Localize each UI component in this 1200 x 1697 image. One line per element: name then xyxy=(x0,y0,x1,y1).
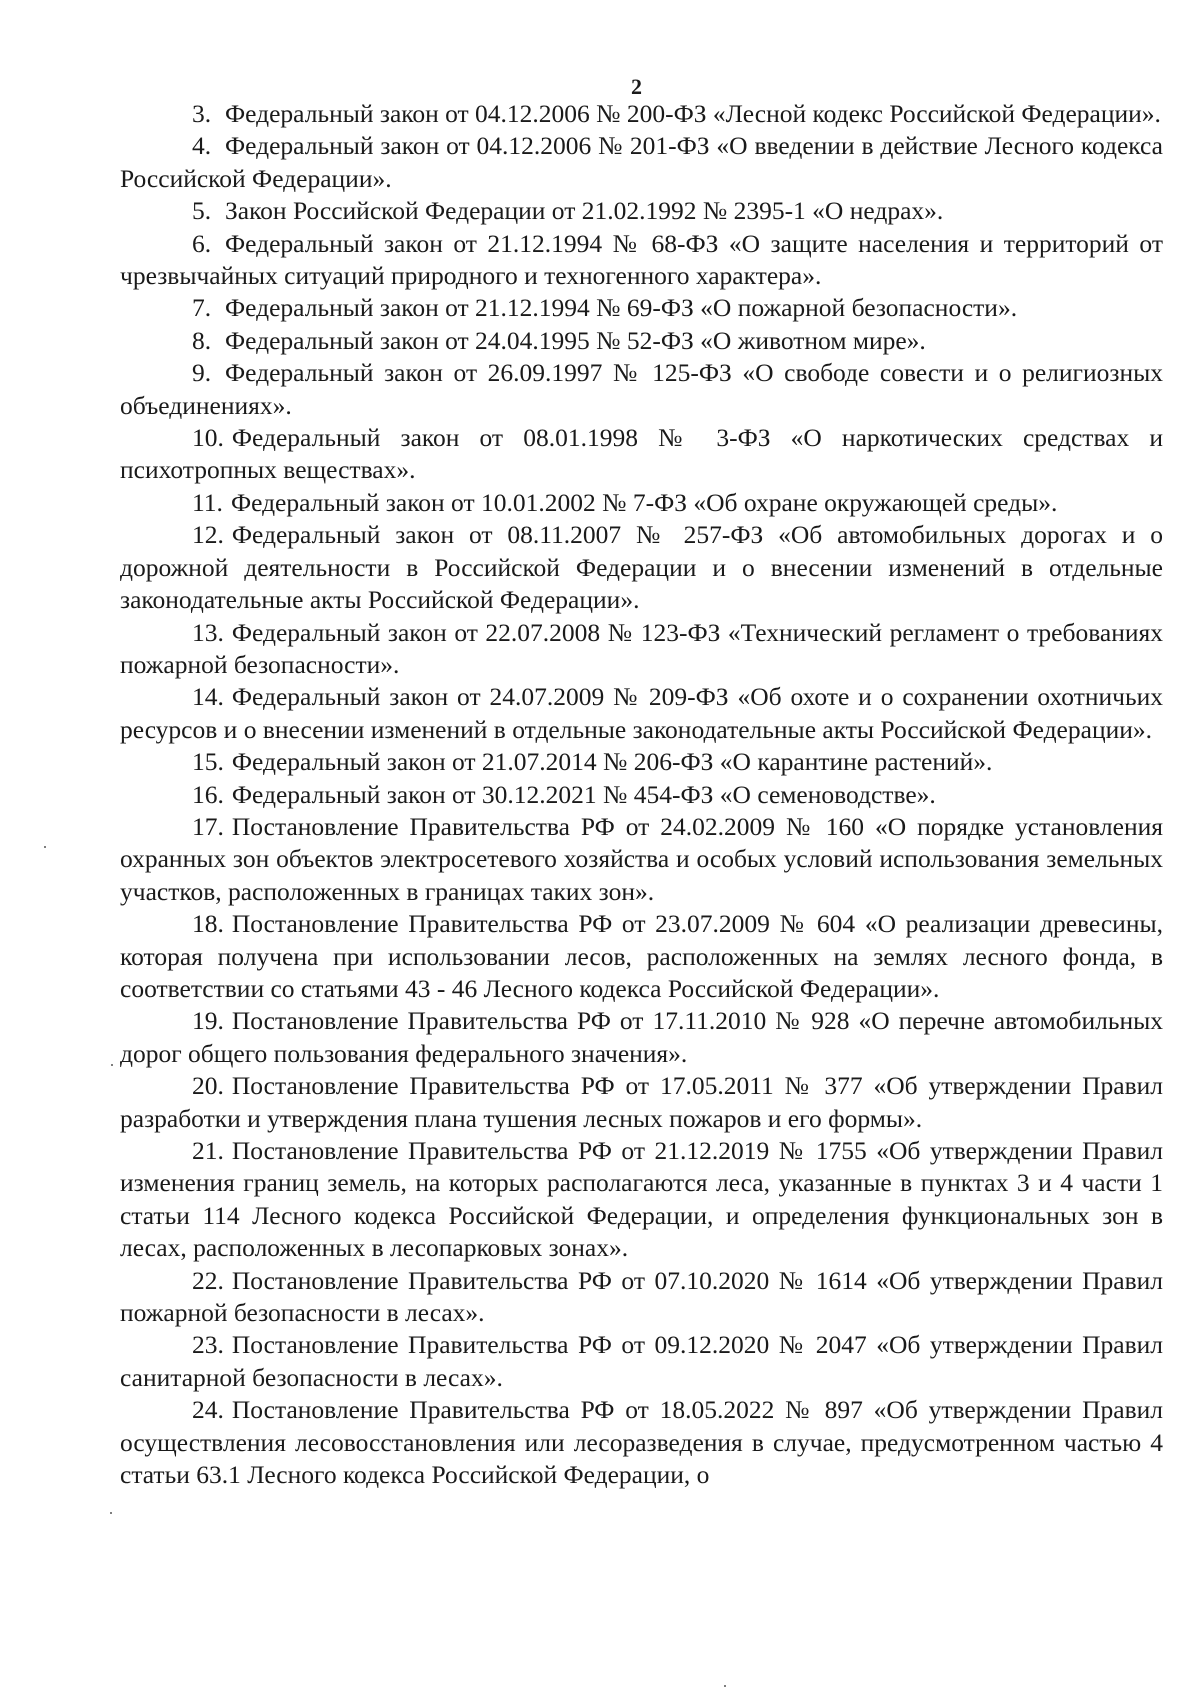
item-number: 17. xyxy=(192,811,224,841)
item-number: 7. xyxy=(192,293,212,323)
list-item xyxy=(120,195,1163,227)
list-item xyxy=(120,1394,1163,1491)
list-item xyxy=(120,1329,1163,1394)
item-number: 11. xyxy=(192,487,223,517)
list-item xyxy=(120,292,1163,324)
list-item xyxy=(120,1005,1163,1070)
list-item xyxy=(120,130,1163,195)
item-text: Постановление Правительства РФ от 18.05.2022 № 897 «Об утверждении Правил осуществления лесовосстановления или лесоразведения в случае, предусмотренном частью 4 статьи 63.1 Лесного кодекса Российской Федерации, о xyxy=(120,1395,1163,1490)
item-number: 24. xyxy=(192,1395,224,1425)
item-number: 6. xyxy=(192,228,212,258)
item-number: 12. xyxy=(192,520,224,550)
scan-speck xyxy=(724,1685,726,1687)
list-item xyxy=(120,357,1163,422)
list-item xyxy=(120,422,1163,487)
item-number: 4. xyxy=(192,131,212,161)
item-text: Федеральный закон от 04.12.2006 № 200-ФЗ «Лесной кодекс Российской Федерации». xyxy=(225,99,1161,128)
list-item xyxy=(120,779,1163,811)
list-item xyxy=(120,519,1163,616)
item-text: Федеральный закон от 21.12.1994 № 68-ФЗ «О защите населения и территорий от чрезвычайных ситуаций природного и техногенного характера». xyxy=(120,228,1163,291)
item-text: Постановление Правительства РФ от 21.12.2019 № 1755 «Об утверждении Правил изменения границ земель, на которых располагаются леса, указанные в пунктах 3 и 4 части 1 статьи 114 Лесного кодекса Российской Федерации, и определения функциональных зон в лесах, расположенных в лесопарковых зонах». xyxy=(120,1136,1163,1263)
item-number: 10. xyxy=(192,423,224,453)
item-text: Постановление Правительства РФ от 23.07.2009 № 604 «О реализации древесины, которая получена при использовании лесов, расположенных на землях лесного фонда, в соответствии со статьями 43 - 46 Лесного кодекса Российской Федерации». xyxy=(120,909,1163,1003)
item-number: 23. xyxy=(192,1330,224,1360)
item-text: Федеральный закон от 04.12.2006 № 201-ФЗ «О введении в действие Лесного кодекса Российской Федерации». xyxy=(120,131,1163,193)
item-number: 3. xyxy=(192,99,212,128)
item-number: 21. xyxy=(192,1136,224,1165)
list-item xyxy=(120,228,1163,293)
item-text: Постановление Правительства РФ от 17.11.2010 № 928 «О перечне автомобильных дорог общего пользования федерального значения». xyxy=(120,1006,1163,1068)
item-number: 9. xyxy=(192,358,212,388)
list-item xyxy=(120,98,1163,130)
list-item xyxy=(120,1265,1163,1330)
scan-speck xyxy=(44,846,46,848)
list-item xyxy=(120,1135,1163,1265)
item-text: Федеральный закон от 30.12.2021 № 454-ФЗ «О семеноводстве». xyxy=(231,779,936,809)
item-text: Федеральный закон от 21.12.1994 № 69-ФЗ «О пожарной безопасности». xyxy=(225,293,1018,323)
list-item xyxy=(120,811,1163,908)
item-text: Федеральный закон от 08.01.1998 № 3-ФЗ «О наркотических средствах и психотропных веществах». xyxy=(120,423,1163,485)
item-number: 22. xyxy=(192,1265,224,1295)
list-item xyxy=(120,908,1163,1005)
item-number: 20. xyxy=(192,1071,224,1101)
list-item xyxy=(120,487,1163,519)
item-text: Федеральный закон от 24.07.2009 № 209-ФЗ «Об охоте и о сохранении охотничьих ресурсов и о внесении изменений в отдельные законодательные акты Российской Федерации». xyxy=(120,682,1163,744)
item-text: Закон Российской Федерации от 21.02.1992 № 2395-1 «О недрах». xyxy=(225,196,944,226)
item-text: Федеральный закон от 08.11.2007 № 257-ФЗ «Об автомобильных дорогах и о дорожной деятельности в Российской Федерации и о внесении изменений в отдельные законодательные акты Российской Федерации». xyxy=(120,520,1163,615)
item-text: Постановление Правительства РФ от 17.05.2011 № 377 «Об утверждении Правил разработки и утверждения плана тушения лесных пожаров и его формы». xyxy=(120,1071,1163,1133)
list-item xyxy=(120,617,1163,682)
item-text: Федеральный закон от 10.01.2002 № 7-ФЗ «Об охране окружающей среды». xyxy=(230,487,1058,517)
item-text: Постановление Правительства РФ от 24.02.2009 № 160 «О порядке установления охранных зон объектов электросетевого хозяйства и особых условий использования земельных участков, расположенных в границах таких зон». xyxy=(120,811,1163,906)
list-item xyxy=(120,681,1163,746)
item-number: 14. xyxy=(192,682,224,712)
item-number: 8. xyxy=(192,325,212,355)
item-text: Постановление Правительства РФ от 07.10.2020 № 1614 «Об утверждении Правил пожарной безопасности в лесах». xyxy=(120,1265,1163,1328)
item-text: Федеральный закон от 26.09.1997 № 125-ФЗ «О свободе совести и о религиозных объединениях». xyxy=(120,358,1163,420)
page-number: 2 xyxy=(631,74,642,99)
item-number: 13. xyxy=(192,617,224,647)
list-item xyxy=(120,746,1163,778)
list-item xyxy=(120,325,1163,357)
list-item xyxy=(120,1524,1163,1556)
list-item xyxy=(120,1491,1163,1523)
item-number: 18. xyxy=(192,909,224,939)
item-number: 5. xyxy=(192,196,212,226)
item-number: 19. xyxy=(192,1006,224,1036)
scan-speck xyxy=(111,1064,113,1066)
item-text: Федеральный закон от 24.04.1995 № 52-ФЗ «О животном мире». xyxy=(225,325,926,355)
item-text: Федеральный закон от 21.07.2014 № 206-ФЗ «О карантине растений». xyxy=(231,747,993,777)
item-text: Постановление Правительства РФ от 09.12.2020 № 2047 «Об утверждении Правил санитарной безопасности в лесах». xyxy=(120,1330,1163,1392)
list-item xyxy=(120,1070,1163,1135)
legal-acts-list xyxy=(120,98,1163,1556)
scan-speck xyxy=(110,1512,112,1514)
item-number: 16. xyxy=(192,779,224,809)
item-number: 15. xyxy=(192,747,224,777)
item-text: Федеральный закон от 22.07.2008 № 123-ФЗ «Технический регламент о требованиях пожарной безопасности». xyxy=(120,617,1163,679)
